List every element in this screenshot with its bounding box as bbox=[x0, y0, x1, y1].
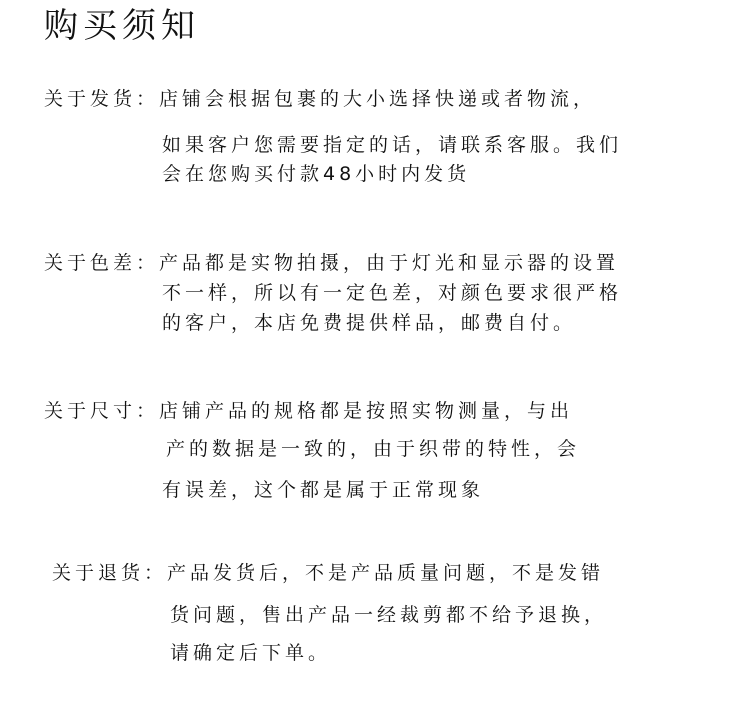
notice-line: 产的数据是一致的，由于织带的特性，会 bbox=[166, 438, 581, 460]
notice-line: 关于色差：产品都是实物拍摄，由于灯光和显示器的设置 bbox=[44, 252, 620, 274]
notice-line: 请确定后下单。 bbox=[170, 642, 332, 664]
notice-line: 关于尺寸：店铺产品的规格都是按照实物测量，与出 bbox=[44, 400, 574, 422]
notice-line: 有误差，这个都是属于正常现象 bbox=[162, 479, 485, 501]
notice-line: 货问题，售出产品一经裁剪都不给予退换， bbox=[170, 604, 608, 626]
notice-line: 关于退货：产品发货后，不是产品质量问题，不是发错 bbox=[52, 562, 605, 584]
notice-line: 关于发货：店铺会根据包裹的大小选择快递或者物流， bbox=[44, 88, 597, 110]
notice-line: 会在您购买付款48小时内发货 bbox=[162, 163, 471, 185]
notice-line: 的客户，本店免费提供样品，邮费自付。 bbox=[162, 312, 577, 334]
notice-line: 不一样，所以有一定色差，对颜色要求很严格 bbox=[162, 282, 623, 304]
page-title: 购买须知 bbox=[44, 6, 200, 46]
notice-line: 如果客户您需要指定的话，请联系客服。我们 bbox=[162, 134, 623, 156]
